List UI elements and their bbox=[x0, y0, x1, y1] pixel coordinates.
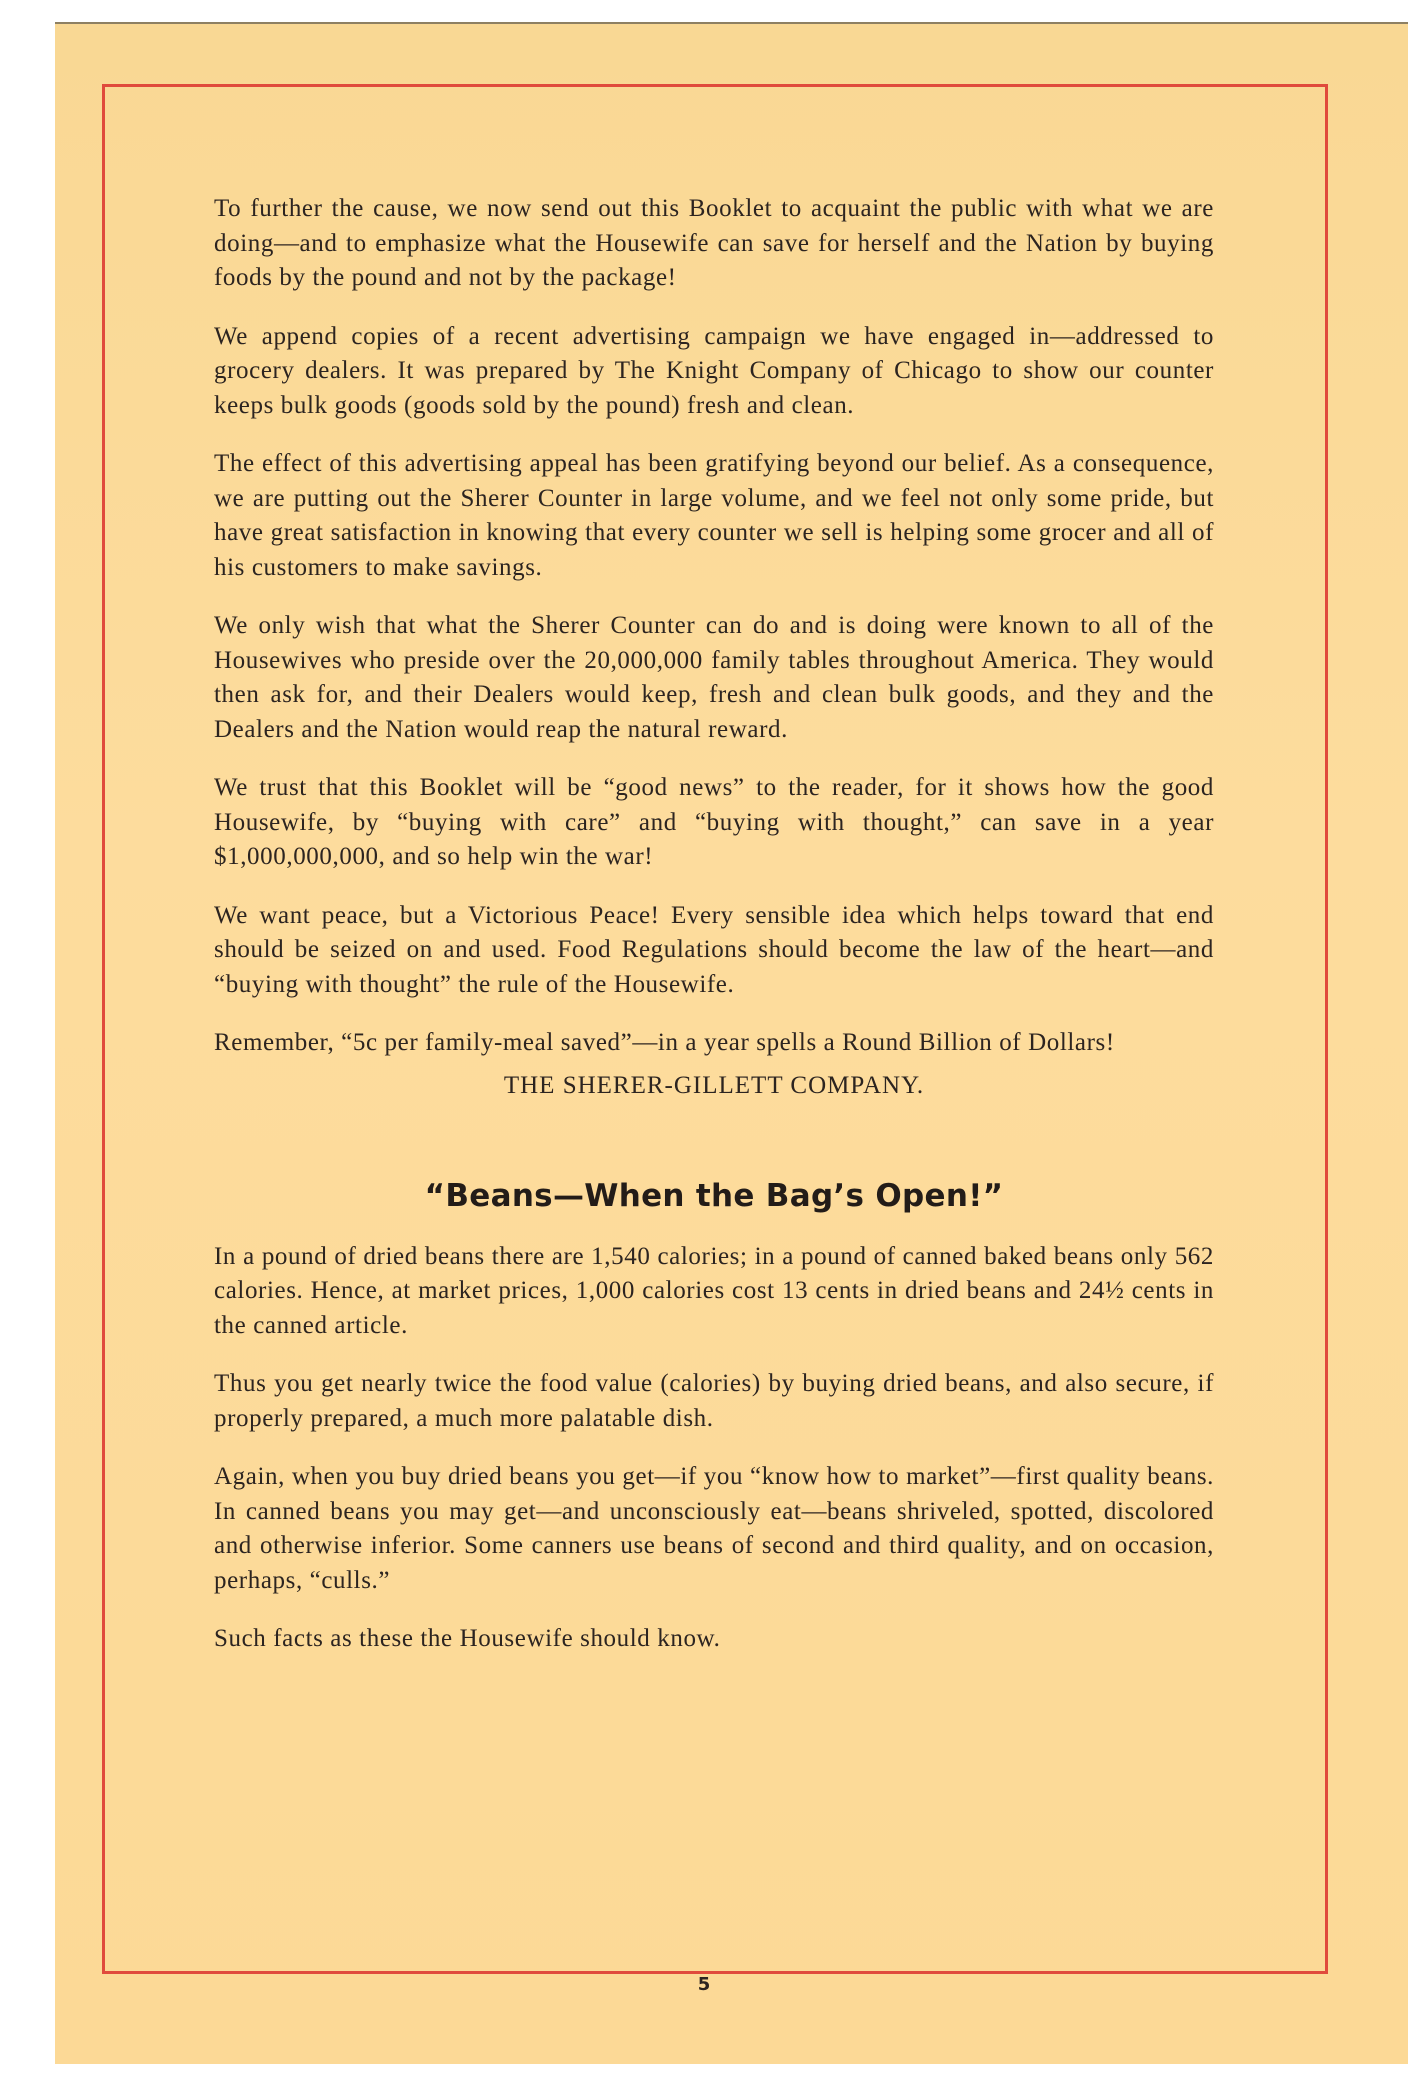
paragraph-calories: In a pound of dried beans there are 1,540 calories; in a pound of canned baked beans only 562 calories. Hence, at market prices, 1,000 calories cost 13 cents in dried beans and 24½ cents in the canned article. bbox=[214, 1242, 1214, 1339]
paragraph-food-value: Thus you get nearly twice the food value (calories) by buying dried beans, and also secure, if properly prepared, a much more palatable dish. bbox=[214, 1370, 1214, 1432]
paragraph-peace: We want peace, but a Victorious Peace! Every sensible idea which helps toward that end should be seized on and used. Food Regulations should become the law of the heart—and “buying with thought” the rule of the Housewife. bbox=[214, 901, 1214, 998]
page-number: 5 bbox=[697, 1974, 711, 1995]
paragraph-closing: Such facts as these the Housewife should know. bbox=[214, 1625, 721, 1652]
paragraph-good-news: We trust that this Booklet will be “good news” to the reader, for it shows how the good Housewife, by “buying with care” and “buying with thought,” can save in a year $1,000,000,000, and so help win the war! bbox=[214, 774, 1214, 870]
section-heading-beans: “Beans—When the Bag’s Open!” bbox=[424, 1178, 1004, 1214]
paragraph-quality: Again, when you buy dried beans you get—if you “know how to market”—first quality beans. In canned beans you may get—and unconsciously eat—beans shriveled, spotted, discolored and otherwise inferior. Some canners use beans of second and third quality, and on occasion, perhaps, “culls.” bbox=[214, 1463, 1214, 1594]
paragraph-remember: Remember, “5c per family-meal saved”—in a year spells a Round Billion of Dollars! bbox=[214, 1029, 1115, 1056]
company-signature: THE SHERER-GILLETT COMPANY. bbox=[503, 1071, 925, 1099]
paragraph-wish: We only wish that what the Sherer Counter can do and is doing were known to all of the Housewives who preside over the 20,000,000 family tables throughout America. They would then ask for, and their Dealers would keep, fresh and clean bulk goods, and they and the Dealers and the Nation would reap the natural reward. bbox=[214, 612, 1214, 743]
paragraph-intro: To further the cause, we now send out this Booklet to acquaint the public with what we are doing—and to emphasize what the Housewife can save for herself and the Nation by buying foods by the pound and not by the package! bbox=[214, 195, 1214, 291]
paragraph-advertising-campaign: We append copies of a recent advertising campaign we have engaged in—addressed to grocery dealers. It was prepared by The Knight Company of Chicago to show our counter keeps bulk goods (goods sold by the pound) fresh and clean. bbox=[214, 322, 1214, 419]
paragraph-effect: The effect of this advertising appeal has been gratifying beyond our belief. As a consequence, we are putting out the Sherer Counter in large volume, and we feel not only some pride, but have great satisfaction in knowing that every counter we sell is helping some grocer and all of his customers to make savings. bbox=[214, 450, 1214, 581]
page-content bbox=[214, 192, 1214, 1681]
